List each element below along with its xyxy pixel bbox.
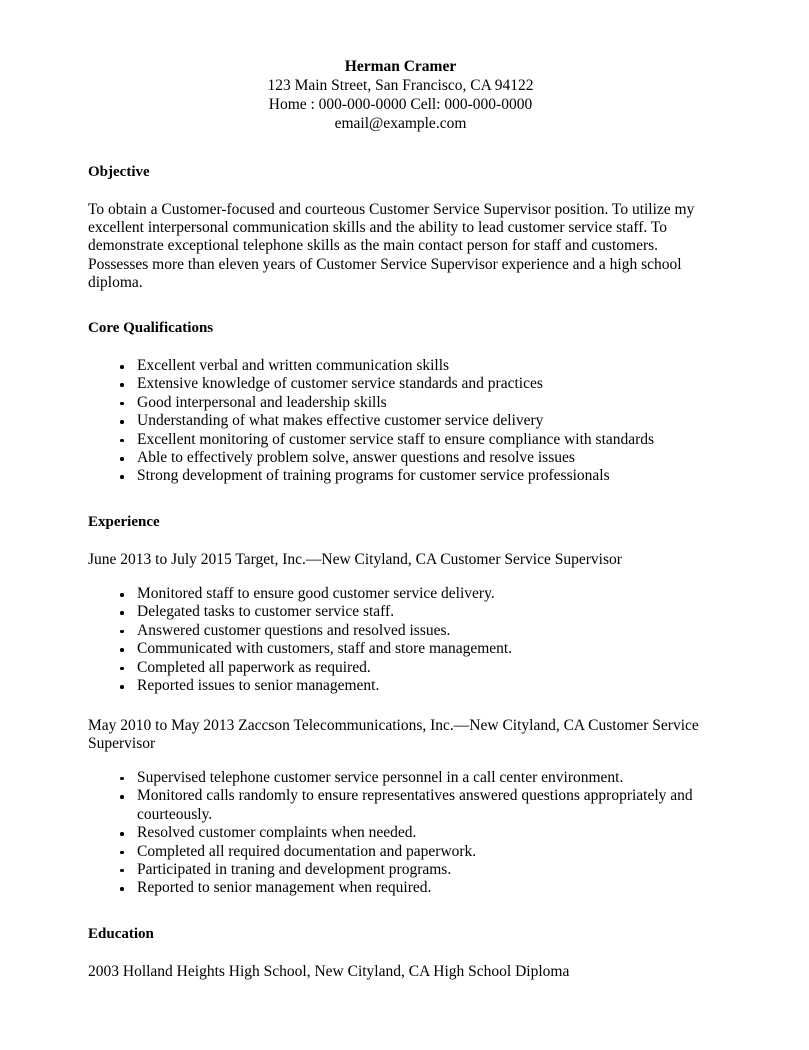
education-text: 2003 Holland Heights High School, New Cityland, CA High School Diploma xyxy=(88,962,570,980)
experience-heading: Experience xyxy=(88,513,160,530)
list-item: Answered customer questions and resolved issues. xyxy=(88,622,713,640)
education-heading: Education xyxy=(88,925,154,942)
core-qualifications-list xyxy=(88,357,713,486)
contact-address: 123 Main Street, San Francisco, CA 94122 xyxy=(267,77,534,94)
list-item: Monitored calls randomly to ensure representatives answered questions appropriately and courteously. xyxy=(88,787,713,824)
list-item: Strong development of training programs for customer service professionals xyxy=(88,467,713,485)
contact-email: email@example.com xyxy=(334,115,467,132)
job-duties-list xyxy=(88,769,713,898)
list-item: Able to effectively problem solve, answer questions and resolve issues xyxy=(88,449,713,467)
resume-content xyxy=(88,57,713,981)
list-item: Delegated tasks to customer service staff. xyxy=(88,603,713,621)
job-title-line: May 2010 to May 2013 Zaccson Telecommunications, Inc.—New Cityland, CA Customer Service Supervisor xyxy=(88,716,699,752)
section-education xyxy=(88,925,713,981)
experience-entry xyxy=(88,717,713,898)
list-item: Participated in traning and development programs. xyxy=(88,861,713,879)
objective-text: To obtain a Customer-focused and courteous Customer Service Supervisor position. To utilize my excellent interpersonal communication skills and the ability to lead customer service staff. To demonstrate exceptional telephone skills as the main contact person for staff and customers. Possesses more than eleven years of Customer Service Supervisor experience and a high school diploma. xyxy=(88,201,695,291)
contact-phones: Home : 000-000-0000 Cell: 000-000-0000 xyxy=(268,96,533,113)
list-item: Communicated with customers, staff and store management. xyxy=(88,640,713,658)
candidate-name: Herman Cramer xyxy=(344,58,457,75)
list-item: Reported to senior management when required. xyxy=(88,879,713,897)
list-item: Completed all required documentation and paperwork. xyxy=(88,843,713,861)
experience-entry xyxy=(88,551,713,696)
section-objective xyxy=(88,163,713,292)
list-item: Extensive knowledge of customer service standards and practices xyxy=(88,375,713,393)
list-item: Monitored staff to ensure good customer service delivery. xyxy=(88,585,713,603)
list-item: Excellent verbal and written communication skills xyxy=(88,357,713,375)
job-title-line: June 2013 to July 2015 Target, Inc.—New Cityland, CA Customer Service Supervisor xyxy=(88,550,622,568)
core-qualifications-heading: Core Qualifications xyxy=(88,320,214,337)
list-item: Reported issues to senior management. xyxy=(88,677,713,695)
resume-header xyxy=(88,57,713,133)
section-experience xyxy=(88,513,713,898)
section-core-qualifications xyxy=(88,319,713,486)
list-item: Good interpersonal and leadership skills xyxy=(88,394,713,412)
list-item: Supervised telephone customer service personnel in a call center environment. xyxy=(88,769,713,787)
objective-heading: Objective xyxy=(88,164,150,180)
list-item: Completed all paperwork as required. xyxy=(88,659,713,677)
list-item: Understanding of what makes effective customer service delivery xyxy=(88,412,713,430)
list-item: Resolved customer complaints when needed. xyxy=(88,824,713,842)
job-duties-list xyxy=(88,585,713,695)
list-item: Excellent monitoring of customer service staff to ensure compliance with standards xyxy=(88,431,713,449)
